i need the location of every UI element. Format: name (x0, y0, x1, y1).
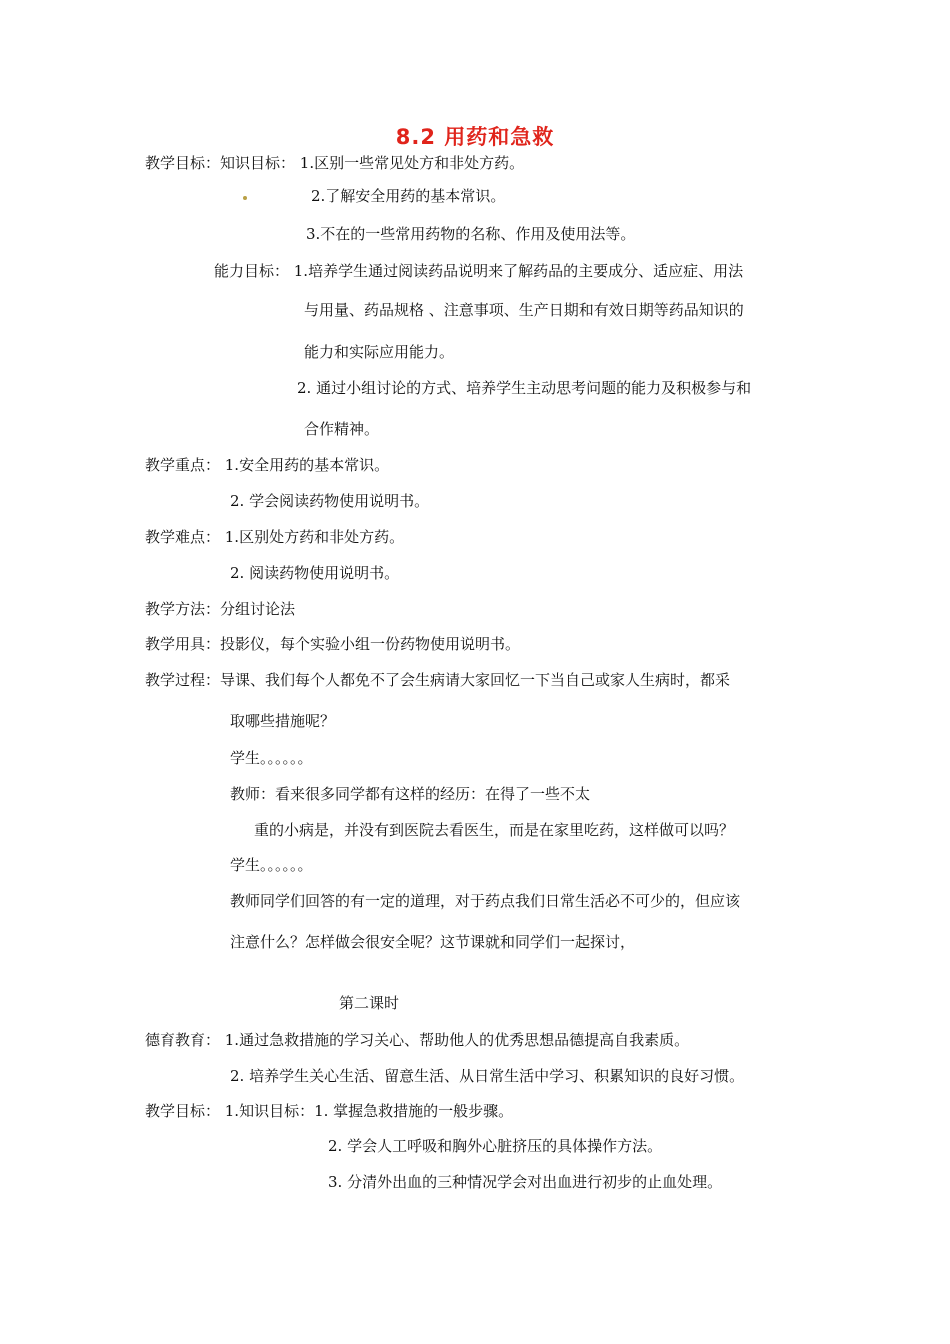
text-line: 教师：看来很多同学都有这样的经历：在得了一些不太 (230, 785, 591, 803)
text-line: 2. 通过小组讨论的方式、培养学生主动思考问题的能力及积极参与和 (297, 379, 752, 397)
text-line: 教学目标： 1.知识目标：1. 掌握急救措施的一般步骤。 (145, 1102, 514, 1120)
text-line: 教学难点： 1.区别处方药和非处方药。 (145, 528, 405, 546)
text-line: 取哪些措施呢？ (230, 712, 336, 730)
text-line: 教学方法：分组讨论法 (145, 600, 296, 618)
stray-dot (243, 196, 247, 200)
text-line: 能力和实际应用能力。 (304, 343, 455, 361)
document-title: 8.2 用药和急救 (395, 125, 555, 149)
text-line: 教学目标：知识目标： 1.区别一些常见处方和非处方药。 (145, 154, 525, 172)
text-line: 学生。。。。。。 (230, 749, 313, 767)
text-line: 3. 分清外出血的三种情况学会对出血进行初步的止血处理。 (328, 1173, 723, 1191)
text-line: 教学用具：投影仪，每个实验小组一份药物使用说明书。 (145, 635, 521, 653)
text-line: 重的小病是，并没有到医院去看医生，而是在家里吃药，这样做可以吗？ (254, 821, 735, 839)
text-line: 与用量、药品规格 、注意事项、生产日期和有效日期等药品知识的 (304, 301, 744, 319)
text-line: 2. 阅读药物使用说明书。 (230, 564, 400, 582)
text-line: 学生。。。。。。 (230, 856, 313, 874)
text-line: 3.不在的一些常用药物的名称、作用及使用法等。 (306, 225, 636, 243)
text-line: 2.了解安全用药的基本常识。 (311, 187, 506, 205)
text-line: 能力目标： 1.培养学生通过阅读药品说明来了解药品的主要成分、适应症、用法 (214, 262, 744, 280)
text-line: 教学重点： 1.安全用药的基本常识。 (145, 456, 390, 474)
text-line: 2. 培养学生关心生活、留意生活、从日常生活中学习、积累知识的良好习惯。 (230, 1067, 745, 1085)
text-line: 注意什么？怎样做会很安全呢？这节课就和同学们一起探讨， (230, 933, 636, 951)
section-heading: 第二课时 (339, 994, 400, 1012)
text-line: 德育教育： 1.通过急救措施的学习关心、帮助他人的优秀思想品德提高自我素质。 (145, 1031, 690, 1049)
text-line: 合作精神。 (304, 420, 380, 438)
text-line: 教师同学们回答的有一定的道理，对于药点我们日常生活必不可少的，但应该 (230, 892, 741, 910)
text-line: 2. 学会人工呼吸和胸外心脏挤压的具体操作方法。 (328, 1137, 663, 1155)
text-line: 2. 学会阅读药物使用说明书。 (230, 492, 430, 510)
text-line: 教学过程：导课、我们每个人都免不了会生病请大家回忆一下当自己或家人生病时，都采 (145, 671, 731, 689)
